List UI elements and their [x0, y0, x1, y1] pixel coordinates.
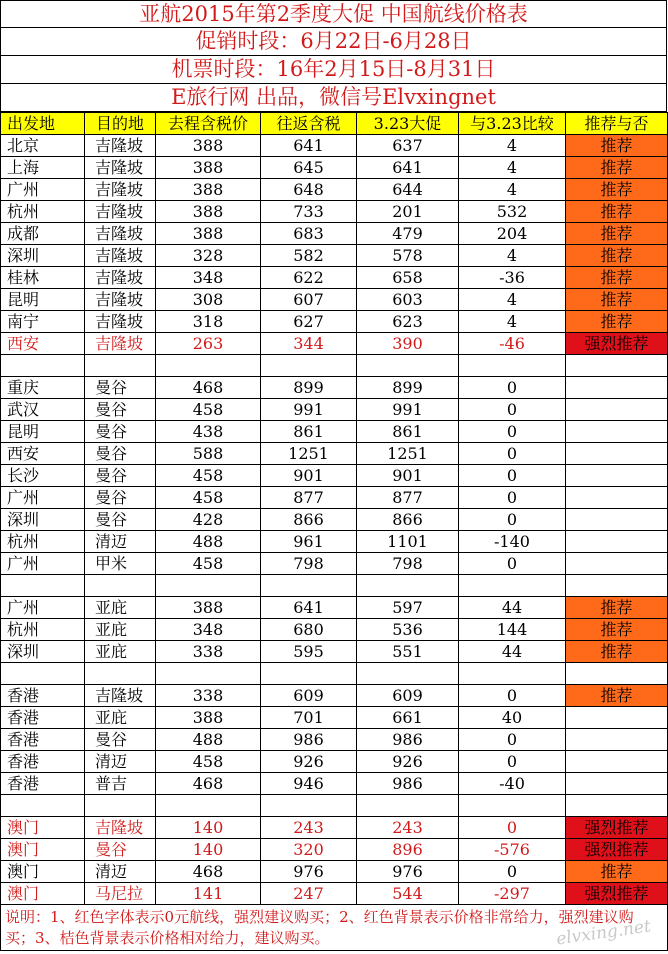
cell-oneway: 388	[156, 707, 261, 729]
cell-round: 320	[261, 839, 357, 861]
cell-round: 680	[261, 619, 357, 641]
cell-promo: 597	[357, 597, 459, 619]
cell-diff: 40	[459, 707, 566, 729]
blank-cell	[261, 795, 357, 817]
cell-promo: 976	[357, 861, 459, 883]
table-row	[1, 509, 668, 531]
col-header-diff: 与3.23比较	[459, 113, 566, 135]
cell-from: 武汉	[1, 399, 85, 421]
cell-recommend	[566, 487, 668, 509]
table-row	[1, 443, 668, 465]
cell-to: 曼谷	[85, 421, 156, 443]
cell-oneway: 468	[156, 773, 261, 795]
cell-promo: 390	[357, 333, 459, 355]
table-row	[1, 465, 668, 487]
col-header-to: 目的地	[85, 113, 156, 135]
cell-diff: 0	[459, 861, 566, 883]
cell-round: 247	[261, 883, 357, 905]
cell-to: 曼谷	[85, 509, 156, 531]
cell-oneway: 141	[156, 883, 261, 905]
cell-round: 1251	[261, 443, 357, 465]
cell-to: 马尼拉	[85, 883, 156, 905]
cell-to: 清迈	[85, 531, 156, 553]
table-row	[1, 553, 668, 575]
cell-oneway: 458	[156, 751, 261, 773]
cell-from: 深圳	[1, 641, 85, 663]
col-header-oneway: 去程含税价	[156, 113, 261, 135]
blank-cell	[357, 795, 459, 817]
table-row	[1, 135, 668, 157]
blank-cell	[1, 355, 85, 377]
cell-oneway: 308	[156, 289, 261, 311]
blank-cell	[156, 575, 261, 597]
cell-recommend	[566, 751, 668, 773]
cell-to: 吉隆坡	[85, 135, 156, 157]
blank-cell	[156, 355, 261, 377]
cell-recommend: 推荐	[566, 223, 668, 245]
cell-promo: 896	[357, 839, 459, 861]
cell-round: 641	[261, 597, 357, 619]
cell-from: 杭州	[1, 201, 85, 223]
cell-diff: -576	[459, 839, 566, 861]
cell-diff: 0	[459, 685, 566, 707]
cell-oneway: 468	[156, 377, 261, 399]
table-row	[1, 685, 668, 707]
table-row	[1, 399, 668, 421]
table-row	[1, 487, 668, 509]
cell-from: 深圳	[1, 245, 85, 267]
cell-from: 杭州	[1, 531, 85, 553]
blank-cell	[459, 575, 566, 597]
blank-cell	[357, 575, 459, 597]
cell-recommend	[566, 531, 668, 553]
cell-oneway: 388	[156, 157, 261, 179]
cell-from: 长沙	[1, 465, 85, 487]
cell-oneway: 488	[156, 729, 261, 751]
cell-round: 991	[261, 399, 357, 421]
cell-promo: 536	[357, 619, 459, 641]
blank-cell	[156, 795, 261, 817]
table-row	[1, 201, 668, 223]
cell-to: 吉隆坡	[85, 157, 156, 179]
table-row	[1, 861, 668, 883]
cell-diff: 0	[459, 377, 566, 399]
blank-cell	[85, 355, 156, 377]
cell-oneway: 338	[156, 641, 261, 663]
legend-note-text: 说明：1、红色字体表示0元航线，强烈建议购买；2、红色背景表示价格非常给力，强烈建议购买；3、桔色背景表示价格相对给力，建议购买。	[5, 908, 634, 947]
cell-oneway: 388	[156, 201, 261, 223]
cell-promo: 644	[357, 179, 459, 201]
cell-oneway: 388	[156, 597, 261, 619]
column-header-row	[1, 113, 668, 135]
cell-recommend: 推荐	[566, 619, 668, 641]
table-row	[1, 157, 668, 179]
cell-diff: 4	[459, 135, 566, 157]
table-row	[1, 883, 668, 905]
cell-round: 961	[261, 531, 357, 553]
cell-to: 曼谷	[85, 487, 156, 509]
cell-oneway: 388	[156, 223, 261, 245]
cell-from: 桂林	[1, 267, 85, 289]
cell-promo: 637	[357, 135, 459, 157]
cell-promo: 901	[357, 465, 459, 487]
cell-promo: 1101	[357, 531, 459, 553]
cell-recommend: 推荐	[566, 685, 668, 707]
price-table	[0, 112, 668, 905]
cell-to: 曼谷	[85, 465, 156, 487]
cell-recommend: 强烈推荐	[566, 839, 668, 861]
cell-oneway: 388	[156, 179, 261, 201]
cell-to: 吉隆坡	[85, 817, 156, 839]
cell-round: 582	[261, 245, 357, 267]
cell-promo: 658	[357, 267, 459, 289]
cell-diff: 0	[459, 421, 566, 443]
cell-to: 吉隆坡	[85, 267, 156, 289]
blank-cell	[1, 575, 85, 597]
table-row	[1, 223, 668, 245]
cell-to: 吉隆坡	[85, 223, 156, 245]
cell-diff: 204	[459, 223, 566, 245]
cell-round: 609	[261, 685, 357, 707]
cell-diff: 0	[459, 553, 566, 575]
blank-row	[1, 575, 668, 597]
blank-cell	[357, 663, 459, 685]
cell-oneway: 348	[156, 267, 261, 289]
cell-recommend	[566, 553, 668, 575]
cell-promo: 899	[357, 377, 459, 399]
blank-cell	[261, 355, 357, 377]
table-row	[1, 531, 668, 553]
cell-oneway: 263	[156, 333, 261, 355]
cell-promo: 1251	[357, 443, 459, 465]
cell-oneway: 488	[156, 531, 261, 553]
cell-promo: 861	[357, 421, 459, 443]
cell-from: 香港	[1, 773, 85, 795]
cell-round: 595	[261, 641, 357, 663]
cell-from: 广州	[1, 179, 85, 201]
cell-from: 澳门	[1, 817, 85, 839]
cell-promo: 986	[357, 773, 459, 795]
cell-to: 吉隆坡	[85, 311, 156, 333]
cell-recommend: 强烈推荐	[566, 333, 668, 355]
table-row	[1, 245, 668, 267]
cell-to: 吉隆坡	[85, 685, 156, 707]
cell-promo: 544	[357, 883, 459, 905]
cell-oneway: 140	[156, 817, 261, 839]
cell-to: 曼谷	[85, 839, 156, 861]
cell-from: 西安	[1, 443, 85, 465]
cell-oneway: 468	[156, 861, 261, 883]
blank-cell	[459, 663, 566, 685]
cell-to: 吉隆坡	[85, 289, 156, 311]
cell-to: 亚庇	[85, 597, 156, 619]
cell-to: 曼谷	[85, 399, 156, 421]
cell-promo: 243	[357, 817, 459, 839]
table-row	[1, 597, 668, 619]
cell-recommend: 推荐	[566, 597, 668, 619]
cell-round: 877	[261, 487, 357, 509]
cell-promo: 986	[357, 729, 459, 751]
cell-from: 香港	[1, 685, 85, 707]
cell-round: 926	[261, 751, 357, 773]
cell-promo: 991	[357, 399, 459, 421]
legend-note	[0, 905, 668, 951]
cell-to: 曼谷	[85, 443, 156, 465]
cell-round: 946	[261, 773, 357, 795]
cell-from: 西安	[1, 333, 85, 355]
cell-from: 昆明	[1, 289, 85, 311]
cell-recommend: 推荐	[566, 289, 668, 311]
cell-recommend: 推荐	[566, 135, 668, 157]
cell-round: 986	[261, 729, 357, 751]
cell-to: 吉隆坡	[85, 333, 156, 355]
cell-diff: 0	[459, 817, 566, 839]
cell-from: 杭州	[1, 619, 85, 641]
table-row	[1, 333, 668, 355]
cell-promo: 623	[357, 311, 459, 333]
cell-to: 吉隆坡	[85, 245, 156, 267]
table-row	[1, 179, 668, 201]
blank-cell	[85, 663, 156, 685]
blank-cell	[357, 355, 459, 377]
cell-diff: -140	[459, 531, 566, 553]
col-header-round: 往返含税	[261, 113, 357, 135]
cell-oneway: 428	[156, 509, 261, 531]
cell-recommend	[566, 465, 668, 487]
cell-from: 上海	[1, 157, 85, 179]
cell-oneway: 438	[156, 421, 261, 443]
cell-recommend	[566, 773, 668, 795]
cell-round: 733	[261, 201, 357, 223]
cell-from: 澳门	[1, 839, 85, 861]
blank-row	[1, 795, 668, 817]
blank-cell	[85, 795, 156, 817]
table-row	[1, 619, 668, 641]
cell-diff: 4	[459, 179, 566, 201]
blank-cell	[566, 355, 668, 377]
cell-promo: 661	[357, 707, 459, 729]
blank-cell	[1, 663, 85, 685]
cell-recommend	[566, 399, 668, 421]
cell-recommend: 推荐	[566, 157, 668, 179]
cell-from: 香港	[1, 707, 85, 729]
cell-diff: -36	[459, 267, 566, 289]
cell-promo: 798	[357, 553, 459, 575]
blank-cell	[459, 795, 566, 817]
cell-to: 曼谷	[85, 729, 156, 751]
table-row	[1, 817, 668, 839]
cell-to: 亚庇	[85, 619, 156, 641]
cell-oneway: 458	[156, 465, 261, 487]
cell-recommend: 推荐	[566, 179, 668, 201]
cell-recommend: 强烈推荐	[566, 817, 668, 839]
promo-period: 促销时段：6月22日-6月28日	[0, 28, 667, 56]
cell-diff: -46	[459, 333, 566, 355]
blank-cell	[1, 795, 85, 817]
cell-promo: 578	[357, 245, 459, 267]
cell-round: 701	[261, 707, 357, 729]
col-header-from: 出发地	[1, 113, 85, 135]
blank-cell	[566, 795, 668, 817]
cell-from: 昆明	[1, 421, 85, 443]
cell-oneway: 338	[156, 685, 261, 707]
table-row	[1, 267, 668, 289]
cell-round: 645	[261, 157, 357, 179]
cell-to: 甲米	[85, 553, 156, 575]
cell-round: 976	[261, 861, 357, 883]
blank-cell	[85, 575, 156, 597]
table-row	[1, 729, 668, 751]
cell-from: 广州	[1, 553, 85, 575]
cell-round: 861	[261, 421, 357, 443]
cell-round: 899	[261, 377, 357, 399]
cell-to: 普吉	[85, 773, 156, 795]
cell-diff: 0	[459, 443, 566, 465]
cell-promo: 641	[357, 157, 459, 179]
cell-from: 深圳	[1, 509, 85, 531]
cell-oneway: 588	[156, 443, 261, 465]
cell-promo: 551	[357, 641, 459, 663]
cell-from: 澳门	[1, 861, 85, 883]
cell-round: 901	[261, 465, 357, 487]
blank-cell	[459, 355, 566, 377]
cell-promo: 479	[357, 223, 459, 245]
cell-to: 吉隆坡	[85, 201, 156, 223]
cell-from: 澳门	[1, 883, 85, 905]
table-row	[1, 773, 668, 795]
cell-diff: 0	[459, 509, 566, 531]
cell-round: 683	[261, 223, 357, 245]
cell-from: 广州	[1, 487, 85, 509]
blank-row	[1, 663, 668, 685]
cell-oneway: 318	[156, 311, 261, 333]
watermark: elvxing.net	[554, 916, 652, 950]
col-header-promo: 3.23大促	[357, 113, 459, 135]
cell-oneway: 388	[156, 135, 261, 157]
cell-to: 清迈	[85, 861, 156, 883]
cell-from: 香港	[1, 751, 85, 773]
cell-recommend	[566, 509, 668, 531]
cell-recommend	[566, 421, 668, 443]
cell-recommend: 强烈推荐	[566, 883, 668, 905]
cell-oneway: 348	[156, 619, 261, 641]
cell-to: 亚庇	[85, 707, 156, 729]
blank-cell	[261, 575, 357, 597]
cell-from: 成都	[1, 223, 85, 245]
cell-recommend	[566, 443, 668, 465]
table-row	[1, 707, 668, 729]
cell-round: 648	[261, 179, 357, 201]
blank-cell	[566, 575, 668, 597]
cell-to: 亚庇	[85, 641, 156, 663]
cell-promo: 603	[357, 289, 459, 311]
cell-oneway: 458	[156, 487, 261, 509]
col-header-rec: 推荐与否	[566, 113, 668, 135]
cell-from: 重庆	[1, 377, 85, 399]
cell-recommend: 推荐	[566, 311, 668, 333]
cell-from: 香港	[1, 729, 85, 751]
cell-round: 622	[261, 267, 357, 289]
cell-oneway: 458	[156, 553, 261, 575]
table-row	[1, 421, 668, 443]
cell-recommend	[566, 729, 668, 751]
cell-oneway: 140	[156, 839, 261, 861]
cell-recommend: 推荐	[566, 641, 668, 663]
table-row	[1, 377, 668, 399]
cell-diff: 0	[459, 465, 566, 487]
cell-promo: 877	[357, 487, 459, 509]
cell-diff: 0	[459, 487, 566, 509]
cell-from: 南宁	[1, 311, 85, 333]
cell-diff: 0	[459, 729, 566, 751]
cell-recommend	[566, 377, 668, 399]
cell-round: 641	[261, 135, 357, 157]
cell-from: 广州	[1, 597, 85, 619]
cell-promo: 926	[357, 751, 459, 773]
cell-diff: 4	[459, 289, 566, 311]
cell-diff: 144	[459, 619, 566, 641]
cell-round: 798	[261, 553, 357, 575]
cell-recommend	[566, 707, 668, 729]
table-row	[1, 751, 668, 773]
cell-round: 627	[261, 311, 357, 333]
cell-to: 吉隆坡	[85, 179, 156, 201]
cell-promo: 609	[357, 685, 459, 707]
cell-diff: 4	[459, 245, 566, 267]
table-body	[1, 135, 668, 905]
cell-round: 243	[261, 817, 357, 839]
cell-oneway: 328	[156, 245, 261, 267]
cell-promo: 201	[357, 201, 459, 223]
table-row	[1, 641, 668, 663]
cell-to: 曼谷	[85, 377, 156, 399]
table-row	[1, 289, 668, 311]
cell-diff: -40	[459, 773, 566, 795]
cell-diff: 0	[459, 399, 566, 421]
blank-cell	[566, 663, 668, 685]
blank-cell	[261, 663, 357, 685]
cell-promo: 866	[357, 509, 459, 531]
cell-diff: 44	[459, 597, 566, 619]
publisher-line: E旅行网 出品，微信号Elvxingnet	[0, 84, 667, 112]
cell-oneway: 458	[156, 399, 261, 421]
cell-round: 607	[261, 289, 357, 311]
cell-recommend: 推荐	[566, 245, 668, 267]
cell-diff: 0	[459, 751, 566, 773]
cell-recommend: 推荐	[566, 861, 668, 883]
cell-diff: 4	[459, 157, 566, 179]
cell-diff: -297	[459, 883, 566, 905]
table-row	[1, 311, 668, 333]
cell-recommend: 推荐	[566, 267, 668, 289]
table-row	[1, 839, 668, 861]
cell-diff: 44	[459, 641, 566, 663]
travel-period: 机票时段：16年2月15日-8月31日	[0, 56, 667, 84]
cell-to: 清迈	[85, 751, 156, 773]
cell-round: 344	[261, 333, 357, 355]
cell-from: 北京	[1, 135, 85, 157]
blank-row	[1, 355, 668, 377]
cell-recommend: 推荐	[566, 201, 668, 223]
cell-diff: 4	[459, 311, 566, 333]
cell-diff: 532	[459, 201, 566, 223]
cell-round: 866	[261, 509, 357, 531]
blank-cell	[156, 663, 261, 685]
sheet-title: 亚航2015年第2季度大促 中国航线价格表	[0, 0, 667, 28]
